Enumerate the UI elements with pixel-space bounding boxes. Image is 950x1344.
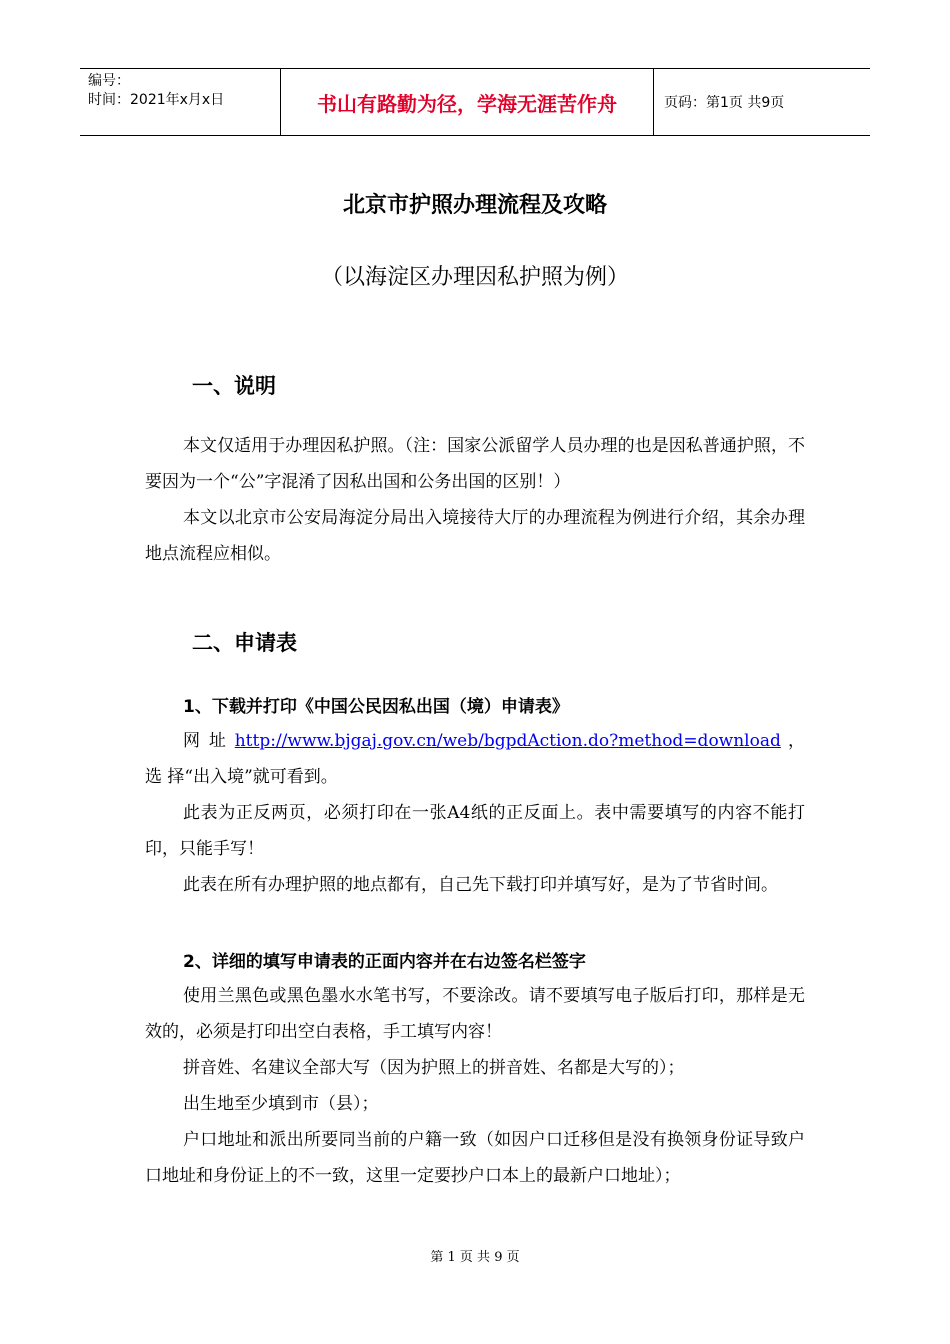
paragraph: 出生地至少填到市（县）； bbox=[183, 1094, 379, 1114]
paragraph: 户口地址和派出所要同当前的户籍一致（如因户口迁移但是没有换领身份证导致户口地址和身份证上的不一致，这里一定要抄户口本上的最新户口地址）； bbox=[145, 1130, 805, 1186]
number-label: 编号： bbox=[88, 73, 130, 89]
paragraph: 本文仅适用于办理因私护照。（注：国家公派留学人员办理的也是因私普通护照，不要因为一个“公”字混淆了因私出国和公务出国的区别！） bbox=[145, 436, 805, 492]
paragraph: 此表在所有办理护照的地点都有，自己先下载打印并填写好，是为了节省时间。 bbox=[183, 875, 778, 895]
paragraph: 本文以北京市公安局海淀分局出入境接待大厅的办理流程为例进行介绍，其余办理地点流程应相似。 bbox=[145, 508, 805, 564]
paragraph: 此表为正反两页，必须打印在一张A4纸的正反面上。表中需要填写的内容不能打印，只能手写！ bbox=[145, 803, 805, 859]
url-prefix: 网 址 bbox=[183, 731, 235, 751]
section-heading-1: 一、说明 bbox=[192, 374, 276, 398]
document-title: 北京市护照办理流程及攻略 bbox=[342, 192, 607, 218]
url-paragraph bbox=[145, 723, 805, 795]
url-suffix: ， 选 择“出入境”就可看到。 bbox=[145, 731, 806, 787]
header-motto: 书山有路勤为径，学海无涯苦作舟 bbox=[281, 69, 654, 135]
date-label: 时间：2021年x月x日 bbox=[88, 92, 225, 108]
document-subtitle: （以海淀区办理因私护照为例） bbox=[320, 265, 629, 290]
header-meta bbox=[80, 69, 281, 135]
header-page-info: 页码：第1页 共9页 bbox=[664, 95, 785, 111]
page-footer: 第 1 页 共 9 页 bbox=[430, 1250, 520, 1265]
sub-heading-1: 1、下载并打印《中国公民因私出国（境）申请表》 bbox=[183, 697, 569, 717]
paragraph: 拼音姓、名建议全部大写（因为护照上的拼音姓、名都是大写的）； bbox=[183, 1058, 685, 1078]
header-table bbox=[80, 68, 870, 136]
sub-heading-2: 2、详细的填写申请表的正面内容并在右边签名栏签字 bbox=[183, 952, 586, 972]
paragraph: 使用兰黑色或黑色墨水水笔书写，不要涂改。请不要填写电子版后打印，那样是无效的，必须是打印出空白表格，手工填写内容！ bbox=[145, 986, 805, 1042]
section-heading-2: 二、申请表 bbox=[192, 631, 297, 655]
download-link[interactable]: http://www.bjgaj.gov.cn/web/bgpdAction.do?method=download bbox=[234, 731, 781, 751]
